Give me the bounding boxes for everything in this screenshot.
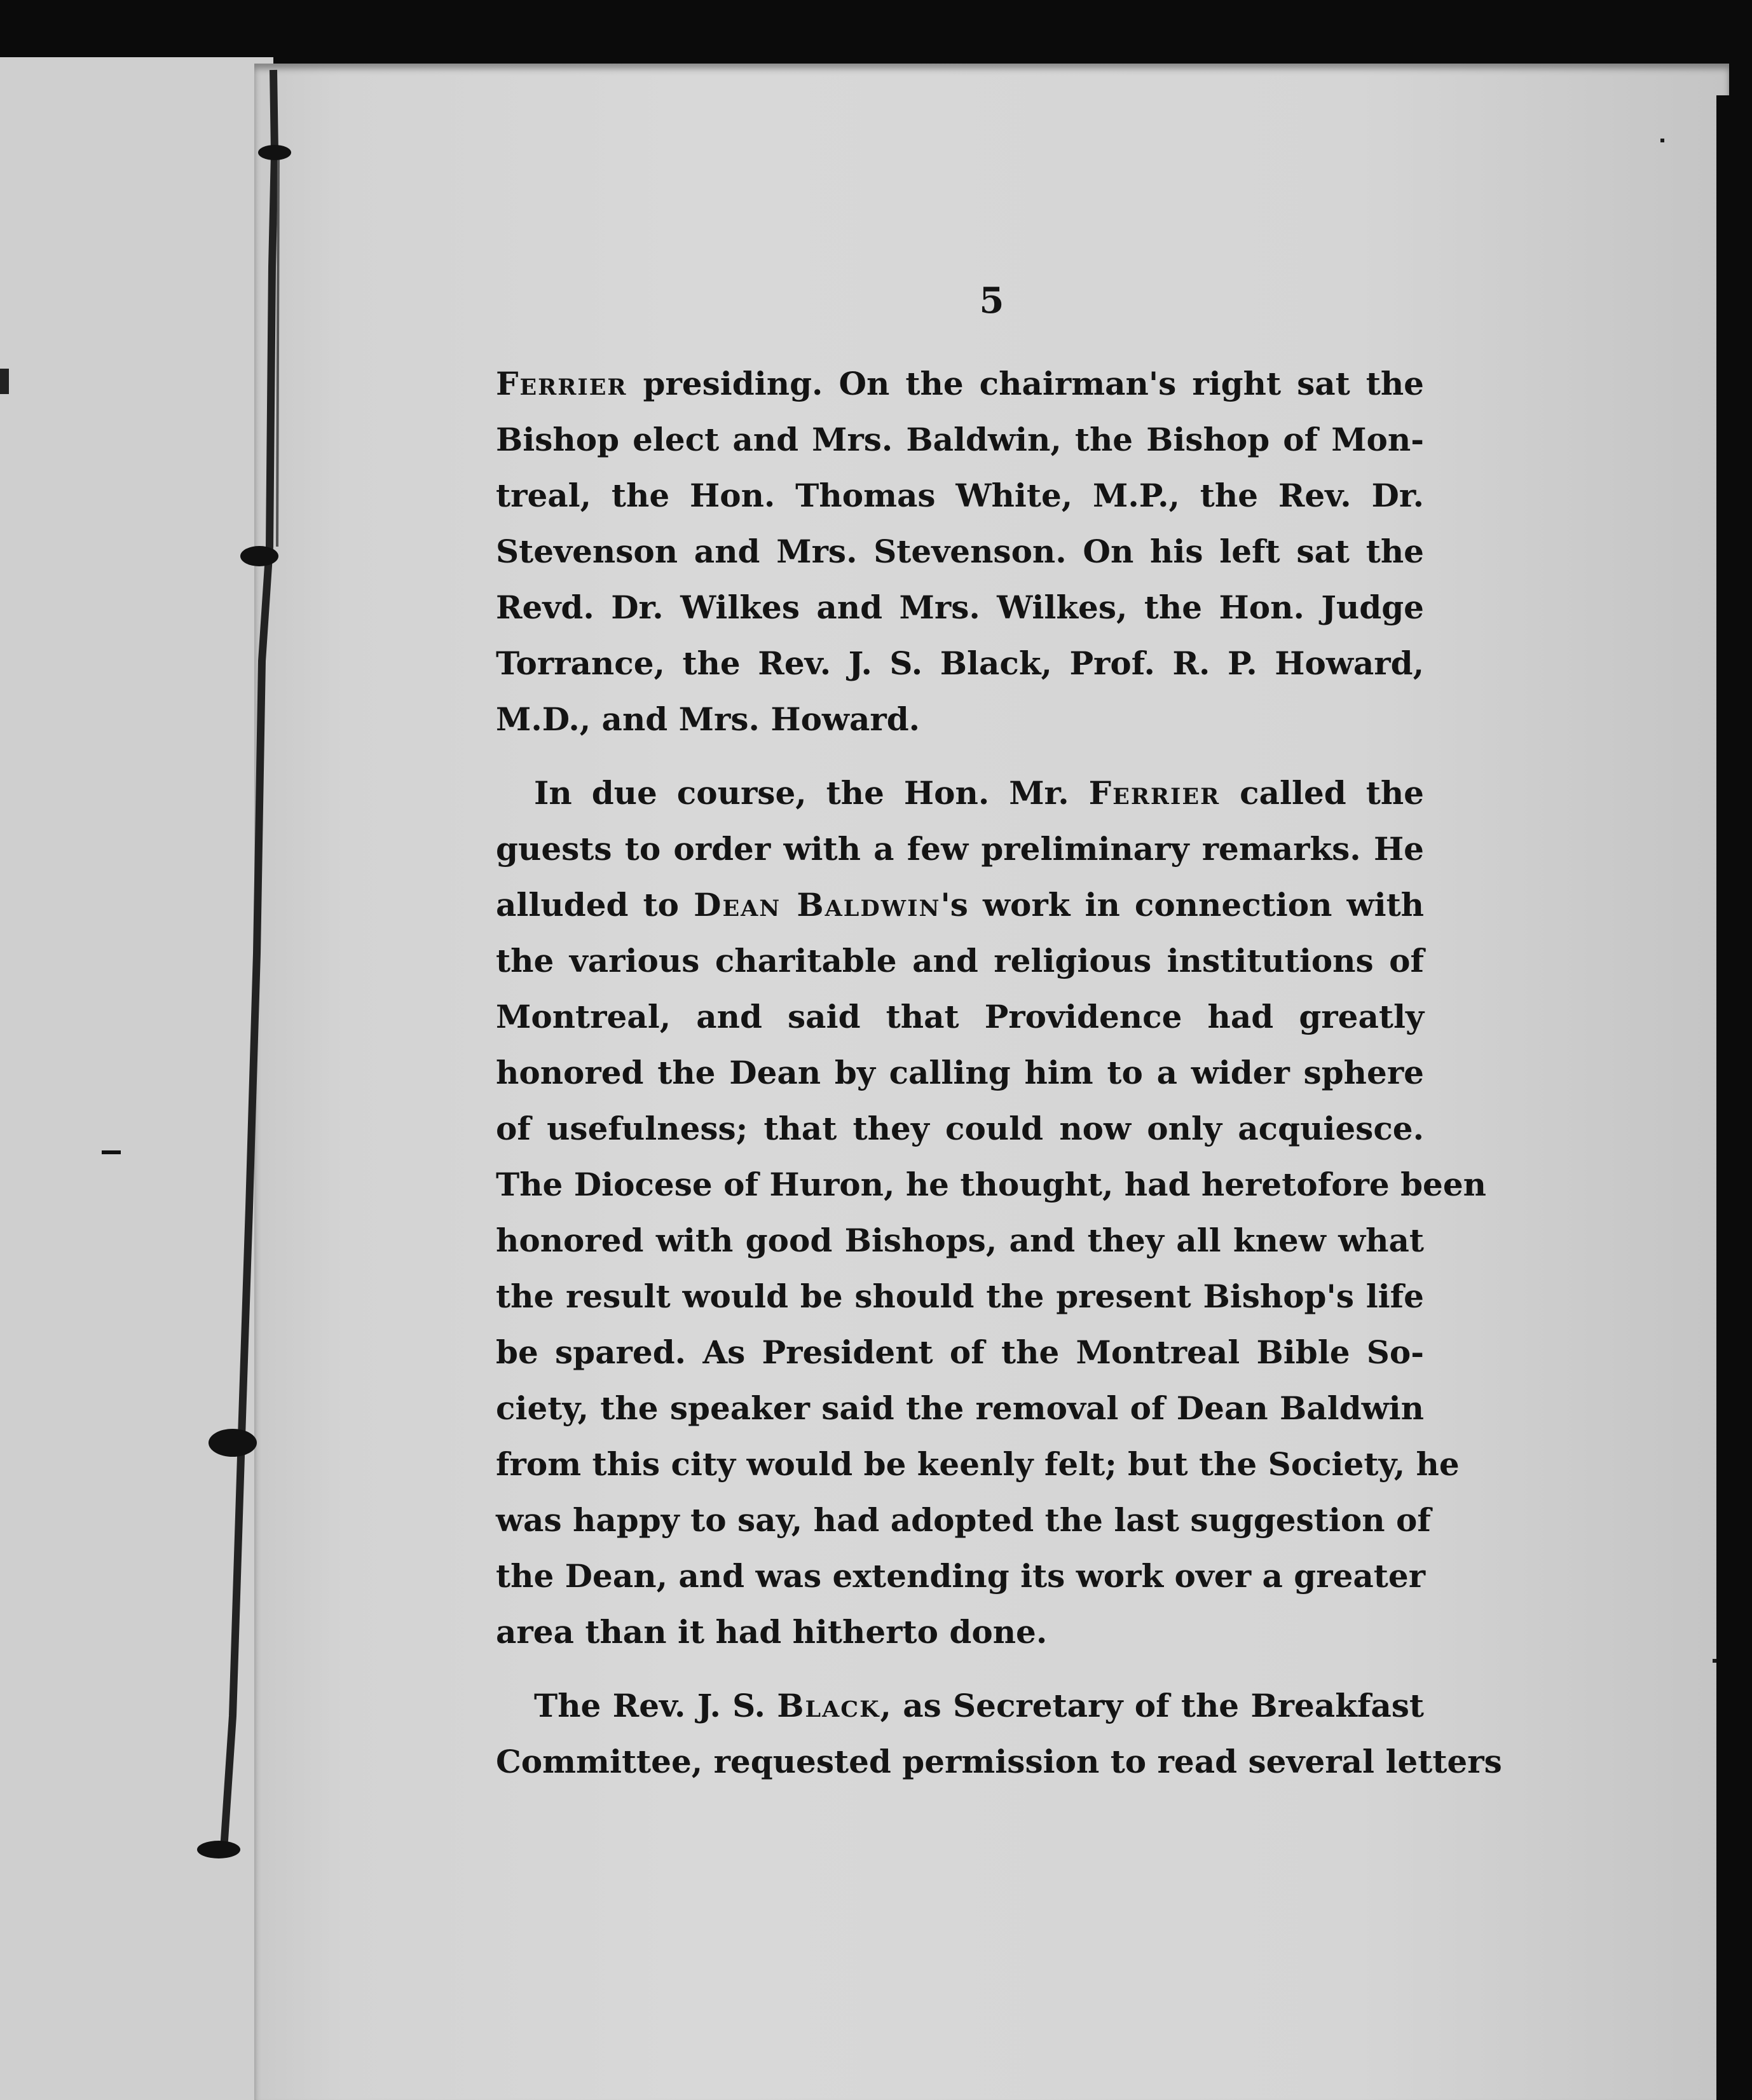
text-line: The Diocese of Huron, he thought, had heretofore been — [496, 1166, 1487, 1203]
text-line: alluded to Dean Baldwin's work in connection with — [496, 886, 1425, 924]
print-speck — [1660, 139, 1664, 142]
text-line: Bishop elect and Mrs. Baldwin, the Bishop of Mon- — [496, 421, 1424, 458]
text-line: Torrance, the Rev. J. S. Black, Prof. R. P. Howard, — [496, 644, 1424, 682]
text-line: the Dean, and was extending its work over a greater — [496, 1557, 1426, 1595]
paragraph — [496, 765, 1487, 1660]
text-line: the result would be should the present Bishop's life — [496, 1278, 1424, 1315]
text-line: area than it had hitherto done. — [496, 1613, 1048, 1651]
text-line: Ferrier presiding. On the chairman's right sat the — [496, 365, 1424, 402]
text-line: ciety, the speaker said the removal of Dean Baldwin — [496, 1389, 1424, 1427]
text-line: Stevenson and Mrs. Stevenson. On his left sat the — [496, 533, 1424, 570]
page-number: 5 — [979, 280, 1004, 322]
body-text — [496, 356, 1502, 1790]
text-line: Revd. Dr. Wilkes and Mrs. Wilkes, the Hon. Judge — [496, 589, 1424, 626]
text-line: guests to order with a few preliminary remarks. He — [496, 830, 1424, 868]
text-line: The Rev. J. S. Black, as Secretary of the Breakfast — [534, 1687, 1424, 1724]
text-line: be spared. As President of the Montreal Bible So- — [496, 1333, 1424, 1371]
facing-page-edge — [0, 57, 273, 2100]
print-speck — [1713, 1659, 1716, 1663]
text-line: honored the Dean by calling him to a wider sphere — [496, 1054, 1424, 1091]
text-line: was happy to say, had adopted the last suggestion of — [496, 1501, 1431, 1539]
text-line: the various charitable and religious institutions of — [496, 942, 1424, 979]
paragraph — [496, 1678, 1502, 1790]
page-right-shadow — [1716, 95, 1752, 2100]
paragraph — [496, 356, 1424, 747]
text-line: In due course, the Hon. Mr. Ferrier called the — [534, 774, 1424, 812]
text-line: from this city would be keenly felt; but the Society, he — [496, 1445, 1460, 1483]
text-line: of usefulness; that they could now only acquiesce. — [496, 1110, 1424, 1147]
text-line: Committee, requested permission to read several letters — [496, 1743, 1502, 1780]
text-line: treal, the Hon. Thomas White, M.P., the Rev. Dr. — [496, 477, 1424, 514]
text-line: M.D., and Mrs. Howard. — [496, 700, 920, 738]
text-line: honored with good Bishops, and they all knew what — [496, 1222, 1424, 1259]
text-line: Montreal, and said that Providence had greatly — [496, 998, 1424, 1035]
